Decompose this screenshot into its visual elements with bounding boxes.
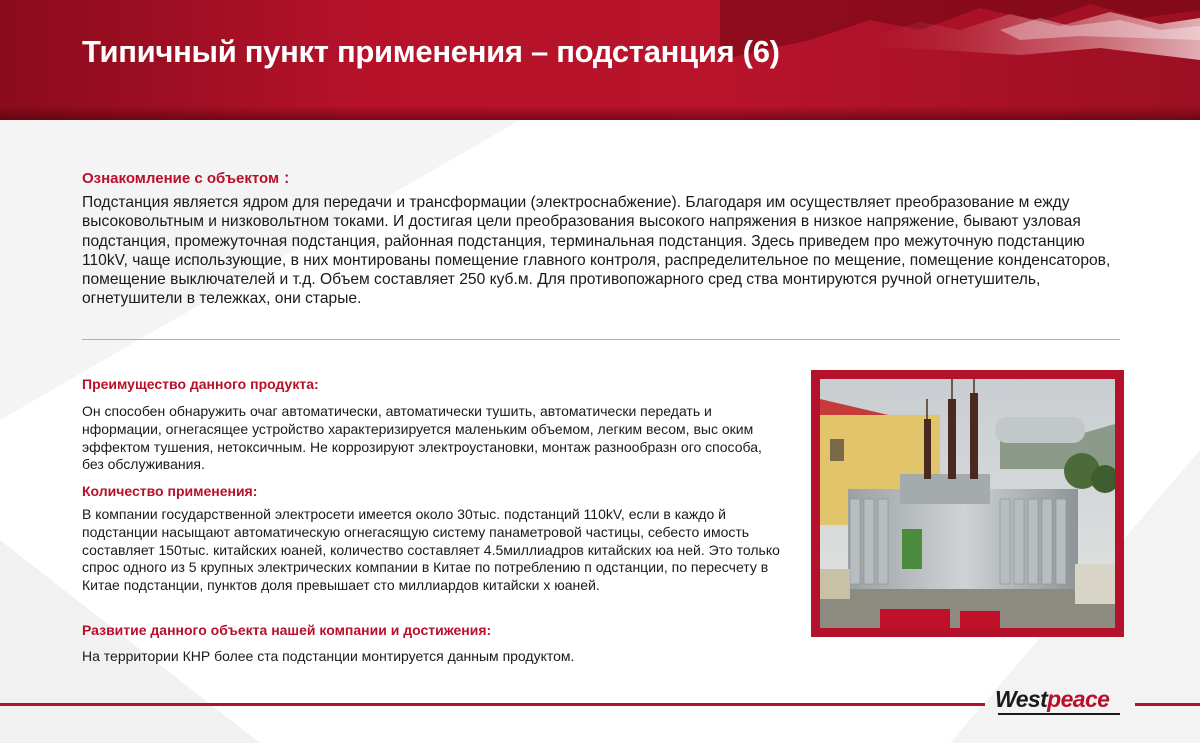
logo-west: West [995, 686, 1048, 712]
mountain-backdrop [720, 0, 1200, 120]
advantages-paragraph: Он способен обнаружить очаг автоматически, автоматически тушить, автоматически передать и нформации, огнегасящее устройство характеризируется маленьким объемом, легким весом, выс оким эффектом тушения, нетоксичным. Не коррозируют электроустановки, монтаж разнообразн ого способа, без обслуживания. [82, 403, 762, 473]
logo-peace: peace [1047, 686, 1110, 712]
advantages-heading: Преимущество данного продукта: [82, 376, 319, 392]
logo-underline [998, 713, 1120, 715]
intro-paragraph: Подстанция является ядром для передачи и трансформации (электроснабжение). Благодаря им осуществляет преобразование м ежду высоковольтным и низковольтном токами. И достигая цели преобразования высокого напряжения в низкое напряжение, бывают узловая подстанция, промежуточная подстанция, районная подстанция, терминальная подстанция. Здесь приведем про межуточную подстанцию 110kV, чаще использующие, в них монтированы помещение главного контроля, распределительное по мещение, помещение конденсаторов, помещение выключателей и т.д. Объем составляет 250 куб.м. Для противопожарного сред ства монтируются ручной огнетушитель, огнетушители в тележках, они старые. [82, 194, 1111, 308]
substation-photo-frame [811, 370, 1124, 637]
section-divider [82, 339, 1120, 340]
quantity-paragraph: В компании государственной электросети имеется около 30тыс. подстанций 110kV, если в каждо й подстанции насыщают автоматическую огнегасящую систему панаметровой частицы, себесто имость составляет 150тыс. китайских юаней, количество составляет 4.5миллиадров китайских юа ней. Это только спрос одного из 5 крупных электрических компании в Китае по потреблению п одстанции, по пересчету в Китае подстанции, пунктов доля превышает сто миллиардов китайски х юаней. [82, 506, 780, 594]
westpeace-logo [995, 686, 1109, 713]
footer-line-right [1135, 703, 1200, 706]
transformer-photo [820, 379, 1115, 628]
intro-heading: Ознакомление с объектом ： [82, 170, 299, 187]
development-heading: Развитие данного объекта нашей компании и достижения: [82, 622, 492, 638]
page-title: Типичный пункт применения – подстанция (6) [82, 34, 780, 69]
footer-line-left [0, 703, 985, 706]
header-banner [0, 0, 1200, 120]
quantity-heading: Количество применения: [82, 483, 258, 499]
header-bottom-shade [0, 106, 1200, 120]
development-paragraph: На территории КНР более ста подстанции монтируется данным продуктом. [82, 648, 575, 664]
